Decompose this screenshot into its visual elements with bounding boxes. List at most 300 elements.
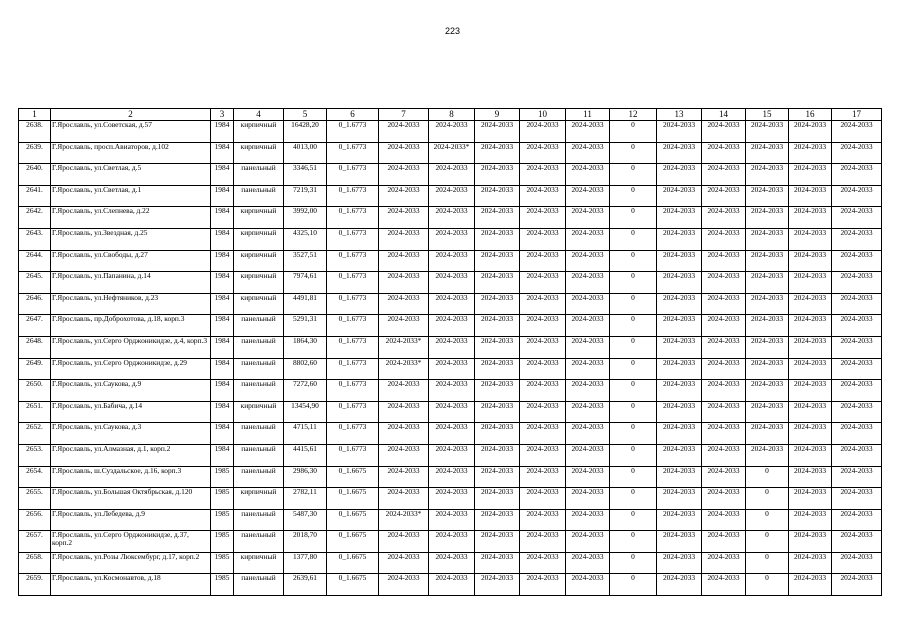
table-cell: 2024-2033: [702, 272, 746, 294]
table-cell: 2024-2033: [657, 207, 702, 229]
table-cell: 2024-2033: [475, 488, 520, 510]
table-row: [19, 336, 882, 358]
table-cell: 2024-2033: [746, 444, 789, 466]
table-cell: 2024-2033: [566, 423, 610, 445]
table-cell: 2024-2033*: [379, 358, 429, 380]
address-cell: Г.Ярославль, ш.Суздальское, д.16, корп.3: [51, 466, 211, 488]
column-header: 14: [702, 109, 746, 121]
table-cell: 0_1.6773: [327, 228, 379, 250]
table-cell: 1984: [211, 121, 234, 143]
table-cell: 2024-2033: [475, 336, 520, 358]
table-row: [19, 509, 882, 531]
table-cell: 0: [746, 552, 789, 574]
table-cell: 2024-2033: [702, 185, 746, 207]
table-cell: 2024-2033: [746, 207, 789, 229]
table-cell: 1984: [211, 228, 234, 250]
table-cell: 2024-2033: [379, 185, 429, 207]
row-number-cell: 2656.: [19, 509, 51, 531]
table-cell: 2024-2033: [789, 164, 832, 186]
table-cell: 2024-2033: [475, 574, 520, 596]
table-cell: 4491,81: [284, 293, 327, 315]
table-cell: 2024-2033: [475, 121, 520, 143]
table-row: [19, 444, 882, 466]
table-cell: 2024-2033: [566, 207, 610, 229]
table-cell: 2024-2033: [520, 401, 566, 423]
table-cell: 2024-2033: [657, 164, 702, 186]
table-cell: 2024-2033: [566, 185, 610, 207]
table-cell: 2024-2033: [832, 552, 882, 574]
table-cell: 2024-2033: [657, 488, 702, 510]
table-cell: 2024-2033: [566, 228, 610, 250]
table-cell: 0: [610, 552, 657, 574]
table-cell: 8802,60: [284, 358, 327, 380]
table-cell: кирпичный: [234, 488, 284, 510]
table-cell: 2024-2033: [379, 466, 429, 488]
table-cell: 2024-2033: [702, 250, 746, 272]
table-cell: 2024-2033: [520, 121, 566, 143]
table-cell: панельный: [234, 358, 284, 380]
table-cell: 2024-2033: [379, 401, 429, 423]
table-cell: 2024-2033: [657, 272, 702, 294]
table-cell: 2024-2033: [520, 488, 566, 510]
row-number-cell: 2651.: [19, 401, 51, 423]
table-cell: 0: [746, 466, 789, 488]
table-cell: панельный: [234, 423, 284, 445]
table-cell: кирпичный: [234, 293, 284, 315]
table-cell: 2024-2033: [832, 401, 882, 423]
table-cell: 2024-2033: [429, 509, 475, 531]
table-cell: 0: [610, 164, 657, 186]
table-cell: 2024-2033: [789, 466, 832, 488]
column-header: 6: [327, 109, 379, 121]
table-cell: 2024-2033: [702, 315, 746, 337]
column-header: 4: [234, 109, 284, 121]
column-header: 2: [51, 109, 211, 121]
table-row: [19, 293, 882, 315]
table-cell: 2024-2033: [379, 531, 429, 553]
table-cell: 2024-2033: [379, 293, 429, 315]
table-cell: 2024-2033: [789, 272, 832, 294]
table-cell: 2024-2033: [475, 466, 520, 488]
table-cell: кирпичный: [234, 552, 284, 574]
table-cell: панельный: [234, 574, 284, 596]
table-cell: кирпичный: [234, 272, 284, 294]
table-cell: 13454,90: [284, 401, 327, 423]
table-cell: 0: [610, 509, 657, 531]
table-cell: 0_1.6773: [327, 380, 379, 402]
column-header: 13: [657, 109, 702, 121]
table-cell: 2024-2033: [475, 185, 520, 207]
table-cell: 2024-2033: [657, 574, 702, 596]
table-cell: 2024-2033: [475, 272, 520, 294]
table-cell: 2024-2033: [429, 121, 475, 143]
table-cell: 2024-2033: [832, 336, 882, 358]
table-cell: 0_1.6773: [327, 185, 379, 207]
table-cell: 2024-2033: [379, 423, 429, 445]
table-cell: 2024-2033*: [379, 336, 429, 358]
table-cell: 2024-2033: [657, 142, 702, 164]
address-cell: Г.Ярославль, ул.Нефтяников, д.23: [51, 293, 211, 315]
table-cell: 0: [610, 250, 657, 272]
table-cell: 2024-2033: [657, 315, 702, 337]
table-cell: кирпичный: [234, 401, 284, 423]
table-cell: 2024-2033: [832, 488, 882, 510]
table-row: [19, 358, 882, 380]
table-cell: 0: [610, 142, 657, 164]
table-cell: 0_1.6773: [327, 142, 379, 164]
table-cell: 0: [610, 121, 657, 143]
table-cell: 2024-2033: [520, 207, 566, 229]
table-row: [19, 380, 882, 402]
table-cell: 1984: [211, 142, 234, 164]
table-cell: 0_1.6773: [327, 358, 379, 380]
table-row: [19, 552, 882, 574]
table-cell: 2024-2033: [475, 531, 520, 553]
table-cell: 2024-2033: [566, 509, 610, 531]
row-number-cell: 2654.: [19, 466, 51, 488]
table-cell: 2024-2033: [657, 444, 702, 466]
table-cell: 2024-2033: [789, 207, 832, 229]
address-cell: Г.Ярославль, ул.Папанина, д.14: [51, 272, 211, 294]
table-cell: 2024-2033: [832, 293, 882, 315]
table-cell: 3527,51: [284, 250, 327, 272]
table-cell: 2024-2033: [657, 293, 702, 315]
table-row: [19, 272, 882, 294]
table-cell: 4415,61: [284, 444, 327, 466]
table-cell: 0: [610, 315, 657, 337]
table-cell: 4325,10: [284, 228, 327, 250]
table-cell: 2024-2033: [520, 336, 566, 358]
table-cell: панельный: [234, 531, 284, 553]
address-cell: Г.Ярославль, ул.Серго Орджоникидзе, д.37, корп.2: [51, 531, 211, 553]
address-cell: Г.Ярославль, ул.Слепнева, д.22: [51, 207, 211, 229]
table-cell: 2024-2033: [746, 142, 789, 164]
table-cell: 2024-2033: [746, 121, 789, 143]
table-cell: 1864,30: [284, 336, 327, 358]
table-cell: 2024-2033: [789, 488, 832, 510]
address-cell: Г.Ярославль, ул.Розы Люксембург, д.17, корп.2: [51, 552, 211, 574]
table-row: [19, 185, 882, 207]
table-cell: 2024-2033: [379, 552, 429, 574]
column-header: 11: [566, 109, 610, 121]
table-cell: 1985: [211, 488, 234, 510]
table-cell: 2024-2033: [657, 228, 702, 250]
table-cell: 2024-2033: [379, 315, 429, 337]
table-cell: 2024-2033: [520, 293, 566, 315]
table-cell: панельный: [234, 509, 284, 531]
table-cell: 2024-2033: [657, 358, 702, 380]
table-cell: 2024-2033: [657, 336, 702, 358]
table-cell: 2024-2033: [566, 574, 610, 596]
table-cell: 2024-2033: [475, 423, 520, 445]
row-number-cell: 2640.: [19, 164, 51, 186]
table-cell: панельный: [234, 444, 284, 466]
table-row: [19, 207, 882, 229]
table-cell: 2024-2033: [832, 164, 882, 186]
table-row: [19, 142, 882, 164]
table-cell: 2024-2033: [429, 250, 475, 272]
table-cell: 2024-2033: [475, 164, 520, 186]
table-row: [19, 164, 882, 186]
table-cell: 2024-2033: [429, 164, 475, 186]
table-cell: 2639,61: [284, 574, 327, 596]
table-cell: 2024-2033: [429, 228, 475, 250]
table-row: [19, 574, 882, 596]
table-cell: 3346,51: [284, 164, 327, 186]
table-cell: 2024-2033: [702, 228, 746, 250]
table-cell: 2024-2033: [429, 185, 475, 207]
page-number: 223: [444, 26, 461, 36]
table-row: [19, 228, 882, 250]
table-cell: 2024-2033: [702, 574, 746, 596]
table-cell: 2024-2033: [657, 423, 702, 445]
table-cell: 2024-2033: [702, 293, 746, 315]
table-cell: 0: [610, 228, 657, 250]
table-cell: 4715,11: [284, 423, 327, 445]
row-number-cell: 2659.: [19, 574, 51, 596]
table-cell: панельный: [234, 466, 284, 488]
table-cell: 2024-2033: [429, 531, 475, 553]
table-cell: панельный: [234, 185, 284, 207]
row-number-cell: 2645.: [19, 272, 51, 294]
table-cell: 2024-2033: [475, 509, 520, 531]
table-cell: 2024-2033: [429, 315, 475, 337]
table-cell: 2024-2033: [832, 380, 882, 402]
table-cell: 1985: [211, 574, 234, 596]
table-cell: 0_1.6773: [327, 207, 379, 229]
table-cell: 2024-2033: [789, 315, 832, 337]
address-cell: Г.Ярославль, ул.Серго Орджоникидзе, д.29: [51, 358, 211, 380]
table-cell: 0: [610, 358, 657, 380]
table-cell: 2024-2033: [520, 509, 566, 531]
address-cell: Г.Ярославль, ул.Звездная, д.25: [51, 228, 211, 250]
table-cell: 2024-2033: [657, 509, 702, 531]
table-cell: 0: [610, 488, 657, 510]
table-cell: 2024-2033: [566, 401, 610, 423]
table-cell: 2024-2033: [520, 423, 566, 445]
table-cell: 2024-2033: [832, 185, 882, 207]
table-cell: 2024-2033: [789, 121, 832, 143]
table-cell: 2024-2033: [657, 531, 702, 553]
table-cell: 2024-2033: [379, 250, 429, 272]
column-header: 10: [520, 109, 566, 121]
address-cell: Г.Ярославль, ул.Свободы, д.27: [51, 250, 211, 272]
table-cell: 2024-2033: [429, 293, 475, 315]
table-cell: 2024-2033: [789, 293, 832, 315]
table-cell: 2024-2033: [429, 358, 475, 380]
table-cell: 2024-2033: [520, 185, 566, 207]
table-cell: 1984: [211, 336, 234, 358]
table-cell: 2024-2033: [429, 423, 475, 445]
table-cell: 2024-2033: [746, 228, 789, 250]
table-cell: 2024-2033: [657, 121, 702, 143]
table-cell: 2024-2033: [429, 466, 475, 488]
table-cell: 0_1.6773: [327, 401, 379, 423]
table-cell: 2024-2033: [832, 272, 882, 294]
table-cell: 2024-2033: [702, 164, 746, 186]
table-cell: 2024-2033: [475, 358, 520, 380]
table-cell: 2024-2033: [379, 164, 429, 186]
table-row: [19, 488, 882, 510]
table-cell: 2024-2033: [789, 444, 832, 466]
table-cell: 2024-2033: [789, 574, 832, 596]
address-cell: Г.Ярославль, ул.Советская, д.57: [51, 121, 211, 143]
table-cell: 0: [746, 574, 789, 596]
table-cell: 0_1.6773: [327, 293, 379, 315]
row-number-cell: 2658.: [19, 552, 51, 574]
address-cell: Г.Ярославль, ул.Большая Октябрьская, д.120: [51, 488, 211, 510]
row-number-cell: 2649.: [19, 358, 51, 380]
table-cell: 2024-2033: [702, 552, 746, 574]
table-cell: 2024-2033: [657, 250, 702, 272]
table-cell: 2024-2033: [702, 466, 746, 488]
table-cell: 2024-2033: [475, 315, 520, 337]
table-cell: 2024-2033: [746, 423, 789, 445]
table-cell: 2024-2033: [379, 574, 429, 596]
table-cell: 2024-2033: [702, 401, 746, 423]
table-cell: 2024-2033: [429, 380, 475, 402]
table-cell: 2024-2033: [566, 121, 610, 143]
table-cell: 0_1.6773: [327, 164, 379, 186]
table-cell: 1985: [211, 466, 234, 488]
table-cell: 0: [746, 531, 789, 553]
row-number-cell: 2653.: [19, 444, 51, 466]
address-cell: Г.Ярославль, просп.Авиаторов, д.102: [51, 142, 211, 164]
table-cell: 2024-2033: [832, 207, 882, 229]
row-number-cell: 2657.: [19, 531, 51, 553]
table-cell: 0: [610, 207, 657, 229]
table-cell: 2024-2033: [566, 315, 610, 337]
table-cell: 2024-2033: [832, 250, 882, 272]
table-row: [19, 531, 882, 553]
table-cell: 2024-2033: [657, 380, 702, 402]
column-header: 12: [610, 109, 657, 121]
table-cell: 2024-2033: [746, 315, 789, 337]
table-cell: 2024-2033: [657, 185, 702, 207]
table-cell: 2024-2033: [566, 380, 610, 402]
table-cell: 0_1.6675: [327, 531, 379, 553]
column-header: 8: [429, 109, 475, 121]
table-cell: 2024-2033: [475, 380, 520, 402]
table-cell: кирпичный: [234, 250, 284, 272]
table-cell: 2024-2033: [520, 552, 566, 574]
table-cell: 2024-2033: [746, 358, 789, 380]
table-cell: 2024-2033: [475, 293, 520, 315]
table-cell: 2024-2033: [789, 401, 832, 423]
table-cell: 7272,60: [284, 380, 327, 402]
table-cell: 2024-2033: [566, 336, 610, 358]
table-cell: 2782,11: [284, 488, 327, 510]
table-cell: 7974,61: [284, 272, 327, 294]
table-cell: 2024-2033: [789, 509, 832, 531]
table-cell: 2024-2033: [789, 250, 832, 272]
table-cell: 1984: [211, 401, 234, 423]
table-cell: 0: [746, 488, 789, 510]
table-cell: 2024-2033: [832, 444, 882, 466]
address-cell: Г.Ярославль, ул.Саукова, д.3: [51, 423, 211, 445]
table-cell: панельный: [234, 380, 284, 402]
row-number-cell: 2643.: [19, 228, 51, 250]
table-cell: 2024-2033: [520, 466, 566, 488]
table-cell: 5487,30: [284, 509, 327, 531]
table-cell: 2024-2033: [832, 228, 882, 250]
table-cell: 2024-2033: [475, 142, 520, 164]
table-cell: 2024-2033: [657, 401, 702, 423]
address-cell: Г.Ярославль, ул.Саукова, д.9: [51, 380, 211, 402]
table-cell: 2024-2033: [379, 207, 429, 229]
table-cell: 2024-2033: [475, 401, 520, 423]
table-cell: 2024-2033: [429, 574, 475, 596]
table-cell: 1984: [211, 207, 234, 229]
table-cell: панельный: [234, 164, 284, 186]
table-row: [19, 423, 882, 445]
table-body: [19, 121, 882, 596]
table-cell: 2024-2033: [789, 380, 832, 402]
table-cell: 2024-2033: [789, 358, 832, 380]
table-cell: 0: [610, 531, 657, 553]
row-number-cell: 2650.: [19, 380, 51, 402]
address-cell: Г.Ярославль, ул.Алмазная, д.1, корп.2: [51, 444, 211, 466]
table-cell: 2024-2033: [832, 509, 882, 531]
table-cell: 2024-2033: [566, 358, 610, 380]
table-cell: 2024-2033: [746, 250, 789, 272]
table-cell: кирпичный: [234, 142, 284, 164]
table-cell: 2024-2033: [520, 315, 566, 337]
table-cell: 2024-2033: [566, 488, 610, 510]
table-cell: 2024-2033: [429, 488, 475, 510]
row-number-cell: 2655.: [19, 488, 51, 510]
table-cell: 0_1.6773: [327, 121, 379, 143]
table-cell: 2024-2033: [379, 444, 429, 466]
table-cell: кирпичный: [234, 121, 284, 143]
table-cell: 2024-2033: [520, 531, 566, 553]
table-cell: 1984: [211, 293, 234, 315]
table-cell: 0: [610, 466, 657, 488]
table-cell: 16428,20: [284, 121, 327, 143]
table-cell: 0: [610, 444, 657, 466]
table-cell: 2024-2033*: [379, 509, 429, 531]
table-cell: 2024-2033: [789, 228, 832, 250]
row-number-cell: 2652.: [19, 423, 51, 445]
table-cell: 0: [610, 185, 657, 207]
table-cell: 1984: [211, 185, 234, 207]
table-cell: кирпичный: [234, 207, 284, 229]
table-row: [19, 401, 882, 423]
column-header: 16: [789, 109, 832, 121]
table-cell: 3992,00: [284, 207, 327, 229]
table-cell: 0: [610, 401, 657, 423]
table-cell: 2024-2033: [566, 250, 610, 272]
table-cell: 1985: [211, 509, 234, 531]
table-cell: 0_1.6773: [327, 423, 379, 445]
table-cell: 1984: [211, 164, 234, 186]
address-cell: Г.Ярославль, ул.Серго Орджоникидзе, д.4, корп.3: [51, 336, 211, 358]
table-cell: 2024-2033: [379, 488, 429, 510]
table-cell: 1377,80: [284, 552, 327, 574]
column-header: 3: [211, 109, 234, 121]
table-cell: 2024-2033: [702, 488, 746, 510]
table-cell: 2024-2033: [566, 272, 610, 294]
table-cell: 2024-2033: [746, 401, 789, 423]
table-cell: 0: [610, 336, 657, 358]
table-cell: 2024-2033: [520, 574, 566, 596]
table-cell: 1984: [211, 423, 234, 445]
table-cell: 1984: [211, 250, 234, 272]
table-cell: 2024-2033: [566, 142, 610, 164]
table-cell: 0_1.6675: [327, 552, 379, 574]
row-number-cell: 2648.: [19, 336, 51, 358]
table-row: [19, 250, 882, 272]
